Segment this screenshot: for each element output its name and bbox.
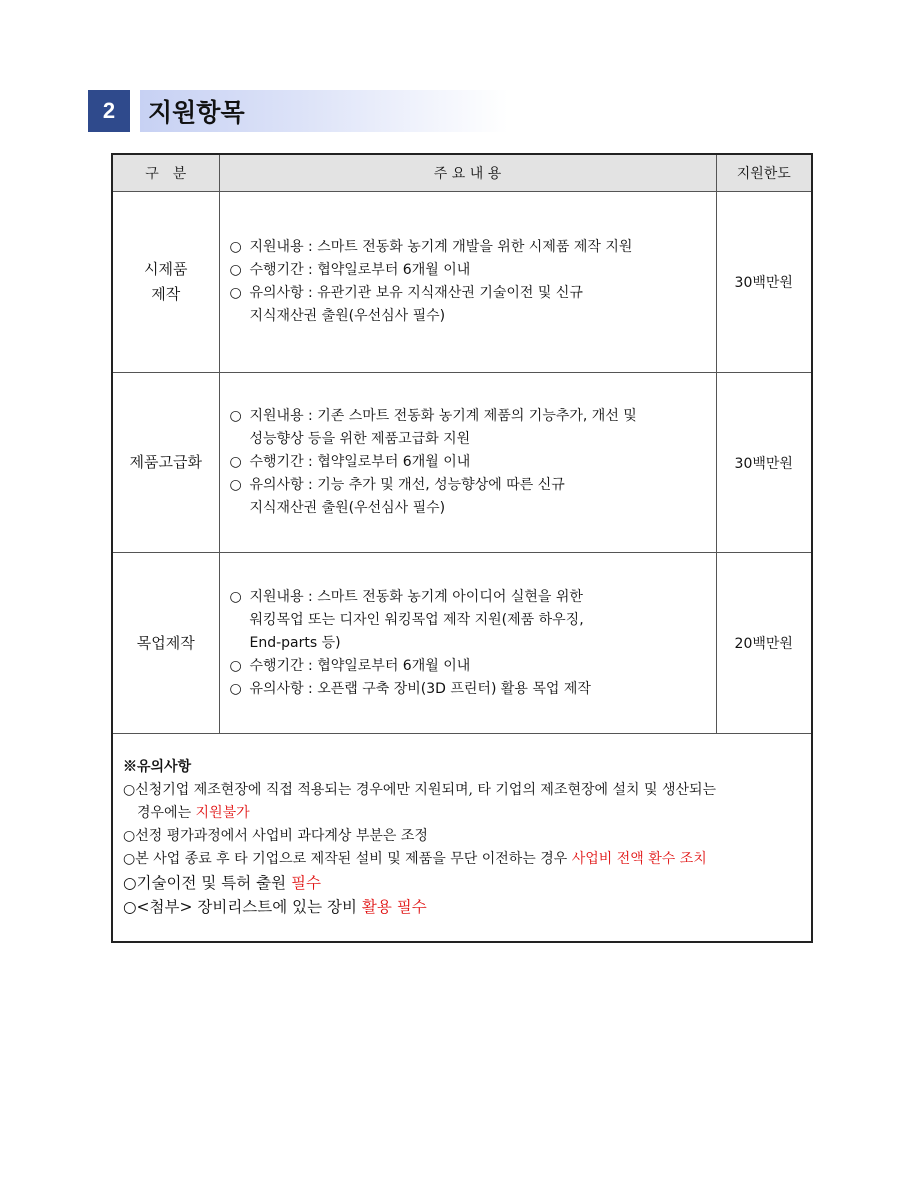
- category-line: 목업제작: [136, 633, 195, 652]
- list-item: [230, 236, 716, 259]
- section-title: 지원항목: [140, 90, 508, 132]
- list-item: [230, 405, 716, 428]
- note-item: [123, 848, 811, 871]
- row-content: [219, 192, 716, 373]
- item-text: 지원내용 : 스마트 전동화 농기계 개발을 위한 시제품 제작 지원: [249, 239, 633, 255]
- table-row: [112, 553, 812, 734]
- item-text: 지원내용 : 스마트 전동화 농기계 아이디어 실현을 위한: [249, 588, 583, 605]
- row-category: [112, 373, 219, 553]
- note-highlight: 필수: [291, 874, 321, 892]
- notes-section: [112, 734, 812, 943]
- item-text-continued: 성능향상 등을 위한 제품고급화 지원: [249, 431, 471, 447]
- item-text: 수행기간 : 협약일로부터 6개월 이내: [249, 657, 471, 674]
- item-text: 수행기간 : 협약일로부터 6개월 이내: [249, 262, 471, 278]
- row-category: [112, 192, 219, 373]
- row-amount: 30백만원: [716, 373, 812, 553]
- item-text: 유의사항 : 기능 추가 및 개선, 성능향상에 따른 신규: [249, 477, 565, 493]
- circle-bullet-icon: ○: [229, 657, 242, 674]
- item-text-continued: 지식재산권 출원(우선심사 필수): [249, 500, 446, 516]
- header-content: 주 요 내 용: [219, 154, 716, 192]
- item-text: 유의사항 : 유관기관 보유 지식재산권 기술이전 및 신규: [249, 285, 583, 301]
- circle-bullet-icon: ○: [229, 454, 242, 470]
- row-category: [112, 553, 219, 734]
- circle-bullet-icon: ○: [229, 477, 242, 493]
- note-text: ○본 사업 종료 후 타 기업으로 제작된 설비 및 제품을 무단 이전하는 경우: [123, 851, 572, 867]
- note-highlight: 지원불가: [195, 805, 250, 821]
- list-item: [230, 678, 716, 701]
- note-item: [123, 895, 811, 919]
- section-heading: [88, 90, 508, 132]
- list-item: [230, 451, 716, 474]
- note-text: ○<첨부> 장비리스트에 있는 장비: [123, 898, 362, 916]
- note-item: ○선정 평가과정에서 사업비 과다계상 부분은 조정: [123, 828, 428, 844]
- list-item: [230, 282, 716, 305]
- row-content: [219, 373, 716, 553]
- section-number: 2: [88, 90, 130, 132]
- header-limit: 지원한도: [716, 154, 812, 192]
- table-row: [112, 373, 812, 553]
- list-item: [230, 474, 716, 497]
- note-item-continued: [123, 802, 811, 825]
- note-text: 경우에는: [137, 805, 196, 821]
- item-text: 유의사항 : 오픈랩 구축 장비(3D 프린터) 활용 목업 제작: [249, 680, 591, 697]
- row-amount: 20백만원: [716, 553, 812, 734]
- circle-bullet-icon: ○: [229, 680, 242, 697]
- item-text-continued: End-parts 등): [249, 634, 341, 651]
- item-text-continued: 지식재산권 출원(우선심사 필수): [249, 308, 446, 324]
- table-header-row: [112, 154, 812, 192]
- category-line: 제작: [151, 285, 181, 303]
- note-text: ○기술이전 및 특허 출원: [123, 874, 291, 892]
- note-item: ○신청기업 제조현장에 직접 적용되는 경우에만 지원되며, 타 기업의 제조현장에 설치 및 생산되는: [123, 782, 717, 798]
- list-item: [230, 655, 716, 678]
- header-category: 구 분: [112, 154, 219, 192]
- list-item: [230, 259, 716, 282]
- table-row: [112, 192, 812, 373]
- item-text: 지원내용 : 기존 스마트 전동화 농기계 제품의 기능추가, 개선 및: [249, 408, 637, 424]
- note-highlight: 활용 필수: [361, 898, 427, 916]
- circle-bullet-icon: ○: [229, 408, 242, 424]
- notes-title: ※유의사항: [123, 759, 192, 775]
- category-line: 시제품: [144, 260, 188, 278]
- support-items-table: [111, 153, 813, 943]
- item-text-continued: 워킹목업 또는 디자인 워킹목업 제작 지원(제품 하우징,: [249, 611, 584, 628]
- item-text: 수행기간 : 협약일로부터 6개월 이내: [249, 454, 471, 470]
- circle-bullet-icon: ○: [229, 588, 242, 605]
- row-content: [219, 553, 716, 734]
- row-amount: 30백만원: [716, 192, 812, 373]
- circle-bullet-icon: ○: [229, 239, 242, 255]
- circle-bullet-icon: ○: [229, 262, 242, 278]
- notes-row: [112, 734, 812, 943]
- note-highlight: 사업비 전액 환수 조치: [571, 851, 707, 867]
- category-line: 제품고급화: [129, 453, 202, 471]
- list-item: [230, 586, 716, 609]
- note-item: [123, 871, 811, 895]
- circle-bullet-icon: ○: [229, 285, 242, 301]
